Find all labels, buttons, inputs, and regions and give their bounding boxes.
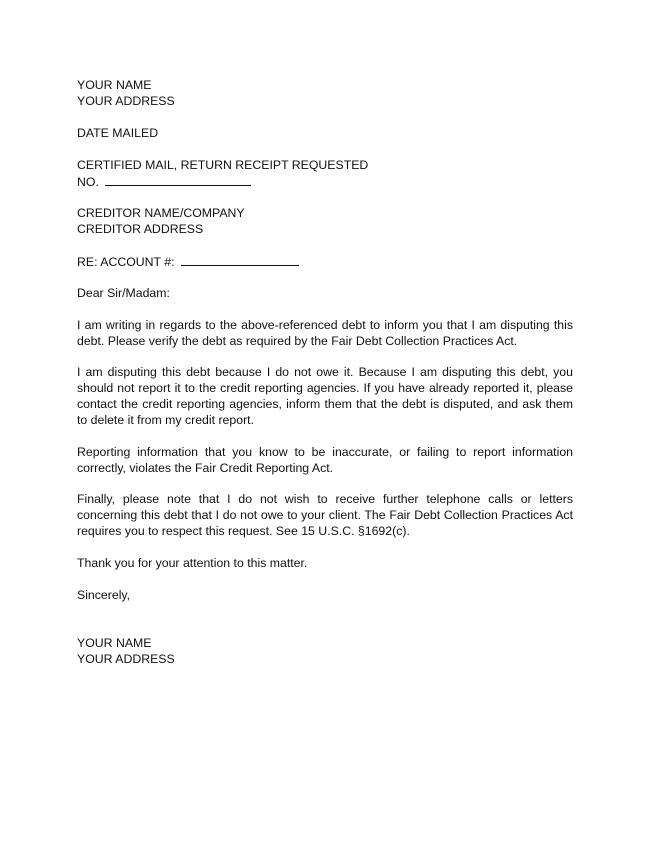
body-paragraph-4: Finally, please note that I do not wish to receive further telephone calls or letters concerning this debt that I do not owe to your client. The Fair Debt Collection Practices Act requires you to respect this request. See 15 U.S.C. §1692(c). [77,492,573,538]
account-reference-label: RE: ACCOUNT #: [77,255,175,269]
tracking-number-label: NO. [77,175,99,189]
date-mailed: DATE MAILED [77,126,159,140]
salutation: Dear Sir/Madam: [77,286,170,300]
account-number-blank [181,253,299,266]
sender-name: YOUR NAME [77,78,152,92]
closing: Sincerely, [77,588,131,602]
creditor-address: CREDITOR ADDRESS [77,222,204,236]
signature-name: YOUR NAME [77,636,152,650]
tracking-number-row [77,173,251,190]
creditor-name: CREDITOR NAME/COMPANY [77,206,245,220]
body-paragraph-1: I am writing in regards to the above-referenced debt to inform you that I am disputing this debt. Please verify the debt as required by the Fair Debt Collection Practices Act. [77,318,573,348]
sender-address: YOUR ADDRESS [77,94,175,108]
body-paragraph-3: Reporting information that you know to be inaccurate, or failing to report information correctly, violates the Fair Credit Reporting Act. [77,445,573,475]
body-paragraph-2: I am disputing this debt because I do not owe it. Because I am disputing this debt, you should not report it to the credit reporting agencies. If you have already reported it, please contact the credit reporting agencies, inform them that the debt is disputed, and ask them to delete it from my credit report. [77,365,573,427]
account-reference-row [77,253,299,270]
mail-method: CERTIFIED MAIL, RETURN RECEIPT REQUESTED [77,158,369,172]
tracking-number-blank [105,173,251,186]
body-paragraph-5: Thank you for your attention to this matter. [77,556,308,570]
signature-address: YOUR ADDRESS [77,652,175,666]
